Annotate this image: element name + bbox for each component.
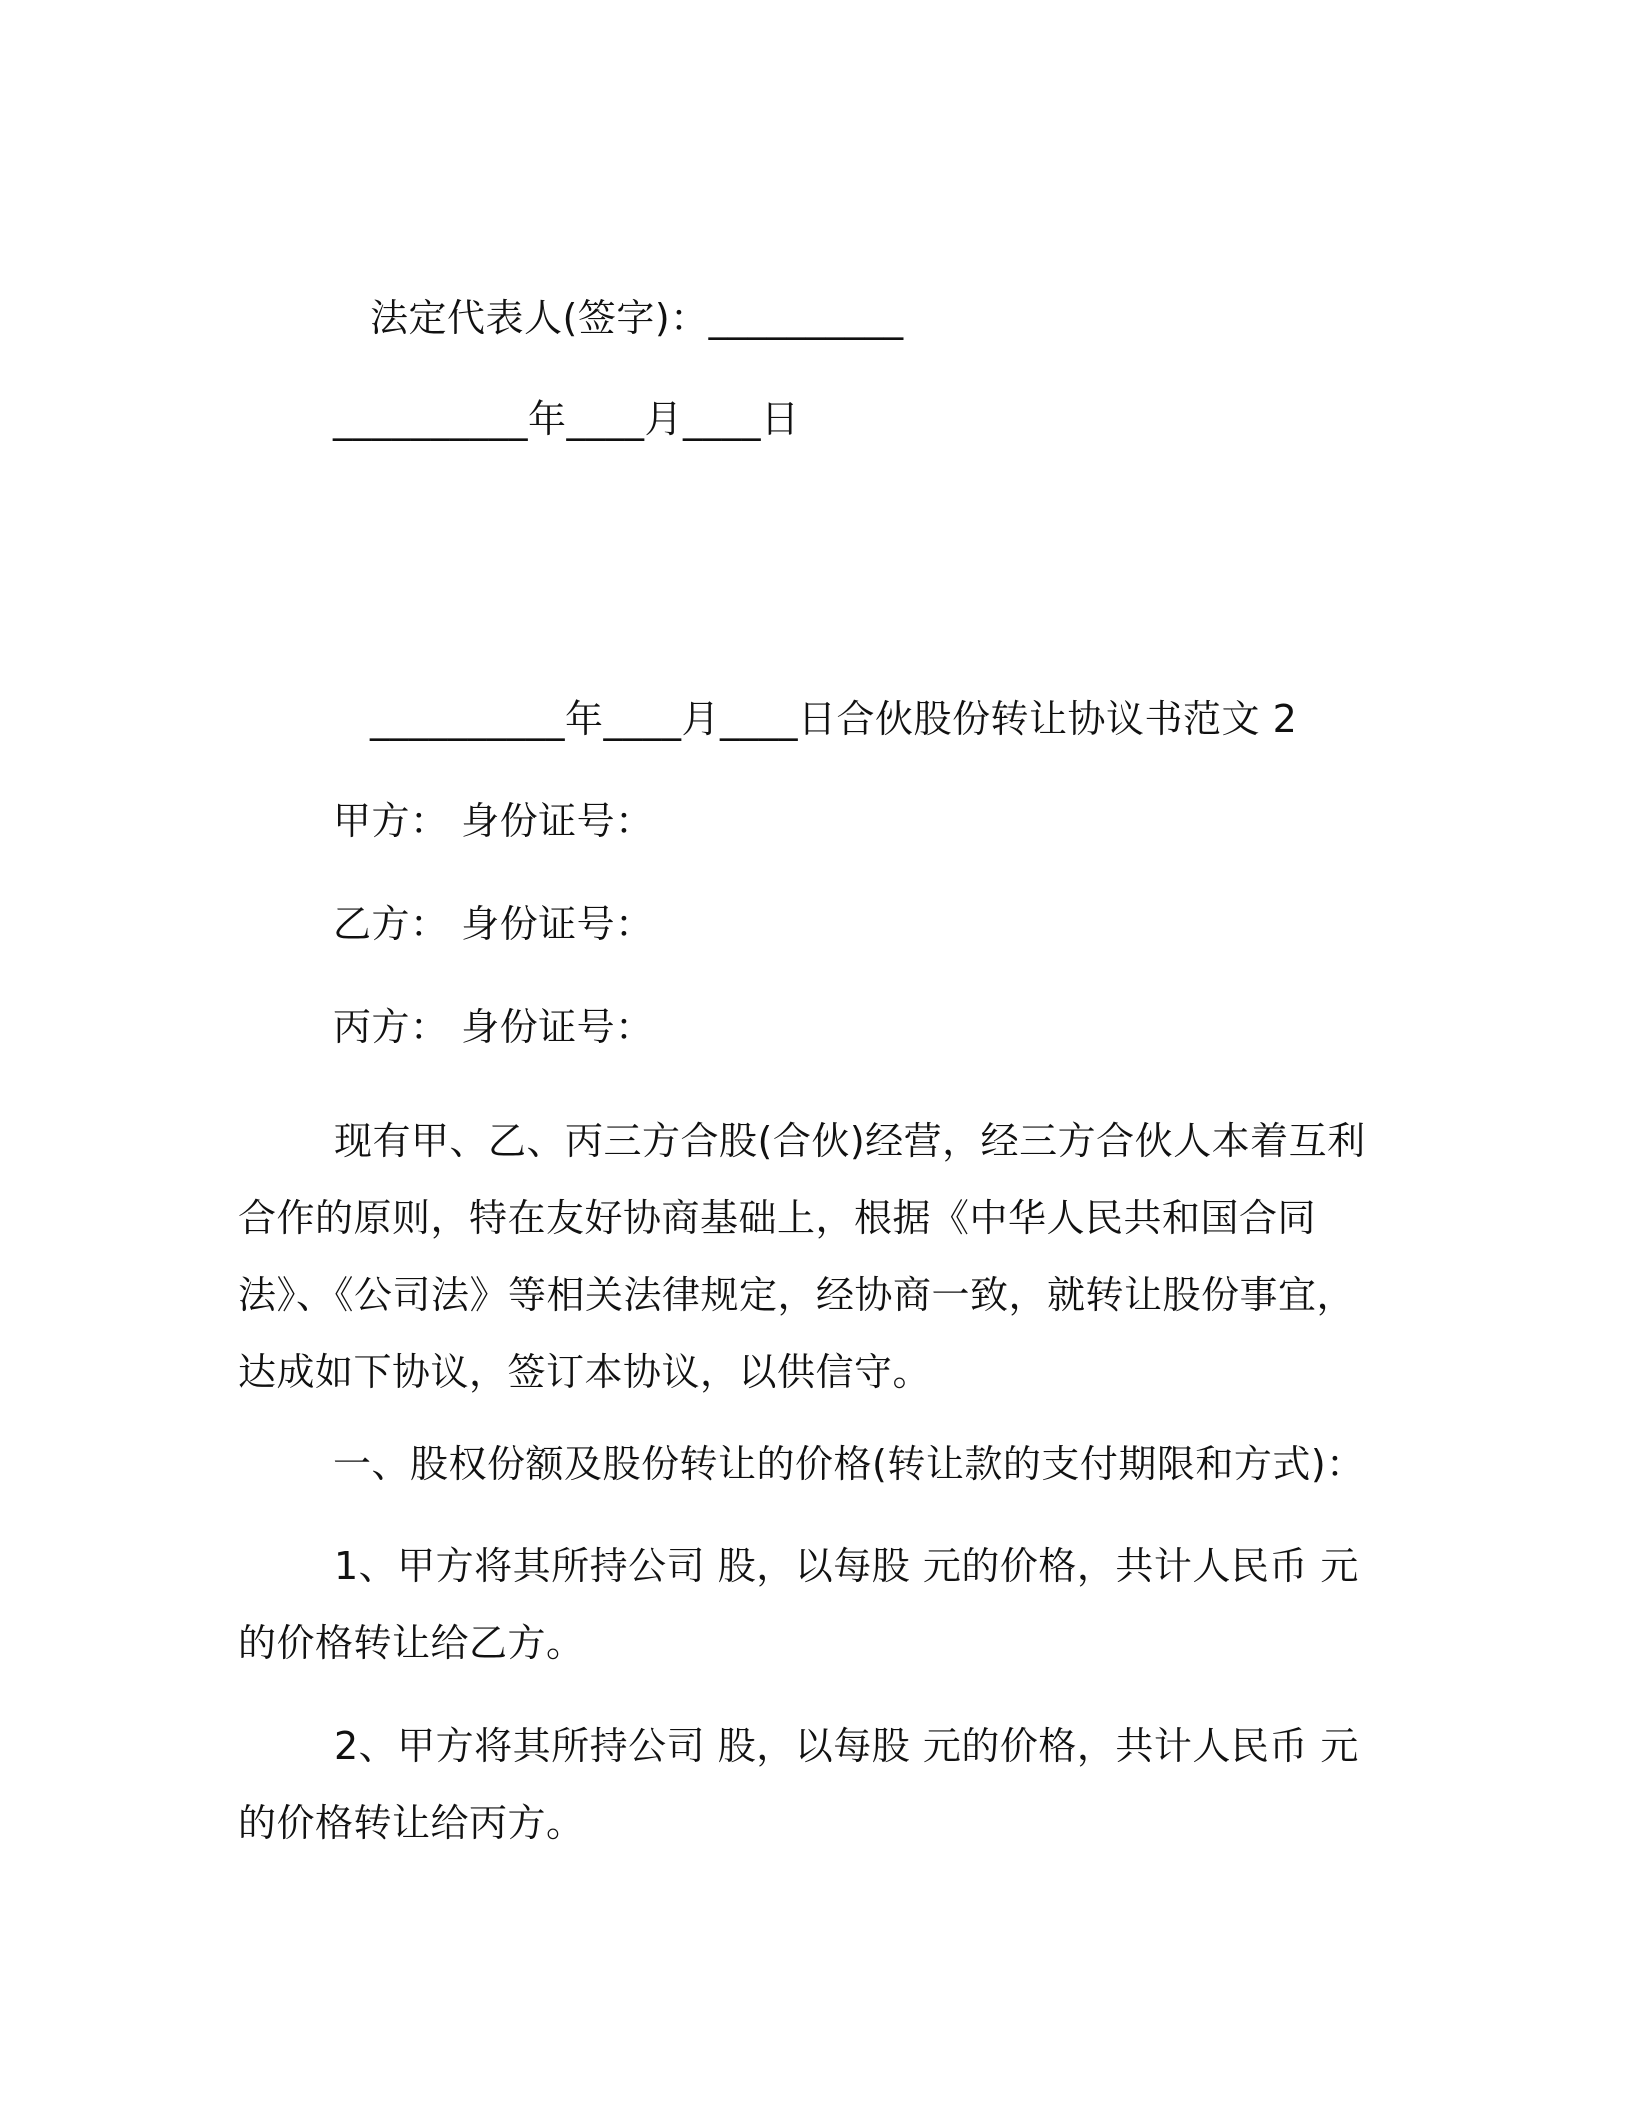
document-title: __________年____月____日合伙股份转让协议书范文 2 xyxy=(370,697,1298,741)
signature-date-line: __________年____月____日 xyxy=(333,397,800,441)
party-c-line: 丙方： 身份证号： xyxy=(333,1005,654,1049)
intro-paragraph: 现有甲、乙、丙三方合股(合伙)经营，经三方合伙人本着互利合作的原则，特在友好协商基础上，根据《中华人民共和国合同法》、《公司法》等相关法律规定，经协商一致，就转让股份事宜，达成如下协议，签订本协议，以供信守。 xyxy=(238,1119,1366,1394)
party-a-line: 甲方： 身份证号： xyxy=(333,799,654,843)
clause-2-paragraph: 2、甲方将其所持公司 股，以每股 元的价格，共计人民币 元的价格转让给丙方。 xyxy=(238,1724,1359,1845)
legal-representative-signature-line: 法定代表人(签字)：__________ xyxy=(370,296,904,340)
section-1-heading: 一、股权份额及股份转让的价格(转让款的支付期限和方式)： xyxy=(333,1442,1365,1486)
clause-1-paragraph: 1、甲方将其所持公司 股，以每股 元的价格，共计人民币 元的价格转让给乙方。 xyxy=(238,1544,1359,1665)
party-b-line: 乙方： 身份证号： xyxy=(333,902,654,946)
